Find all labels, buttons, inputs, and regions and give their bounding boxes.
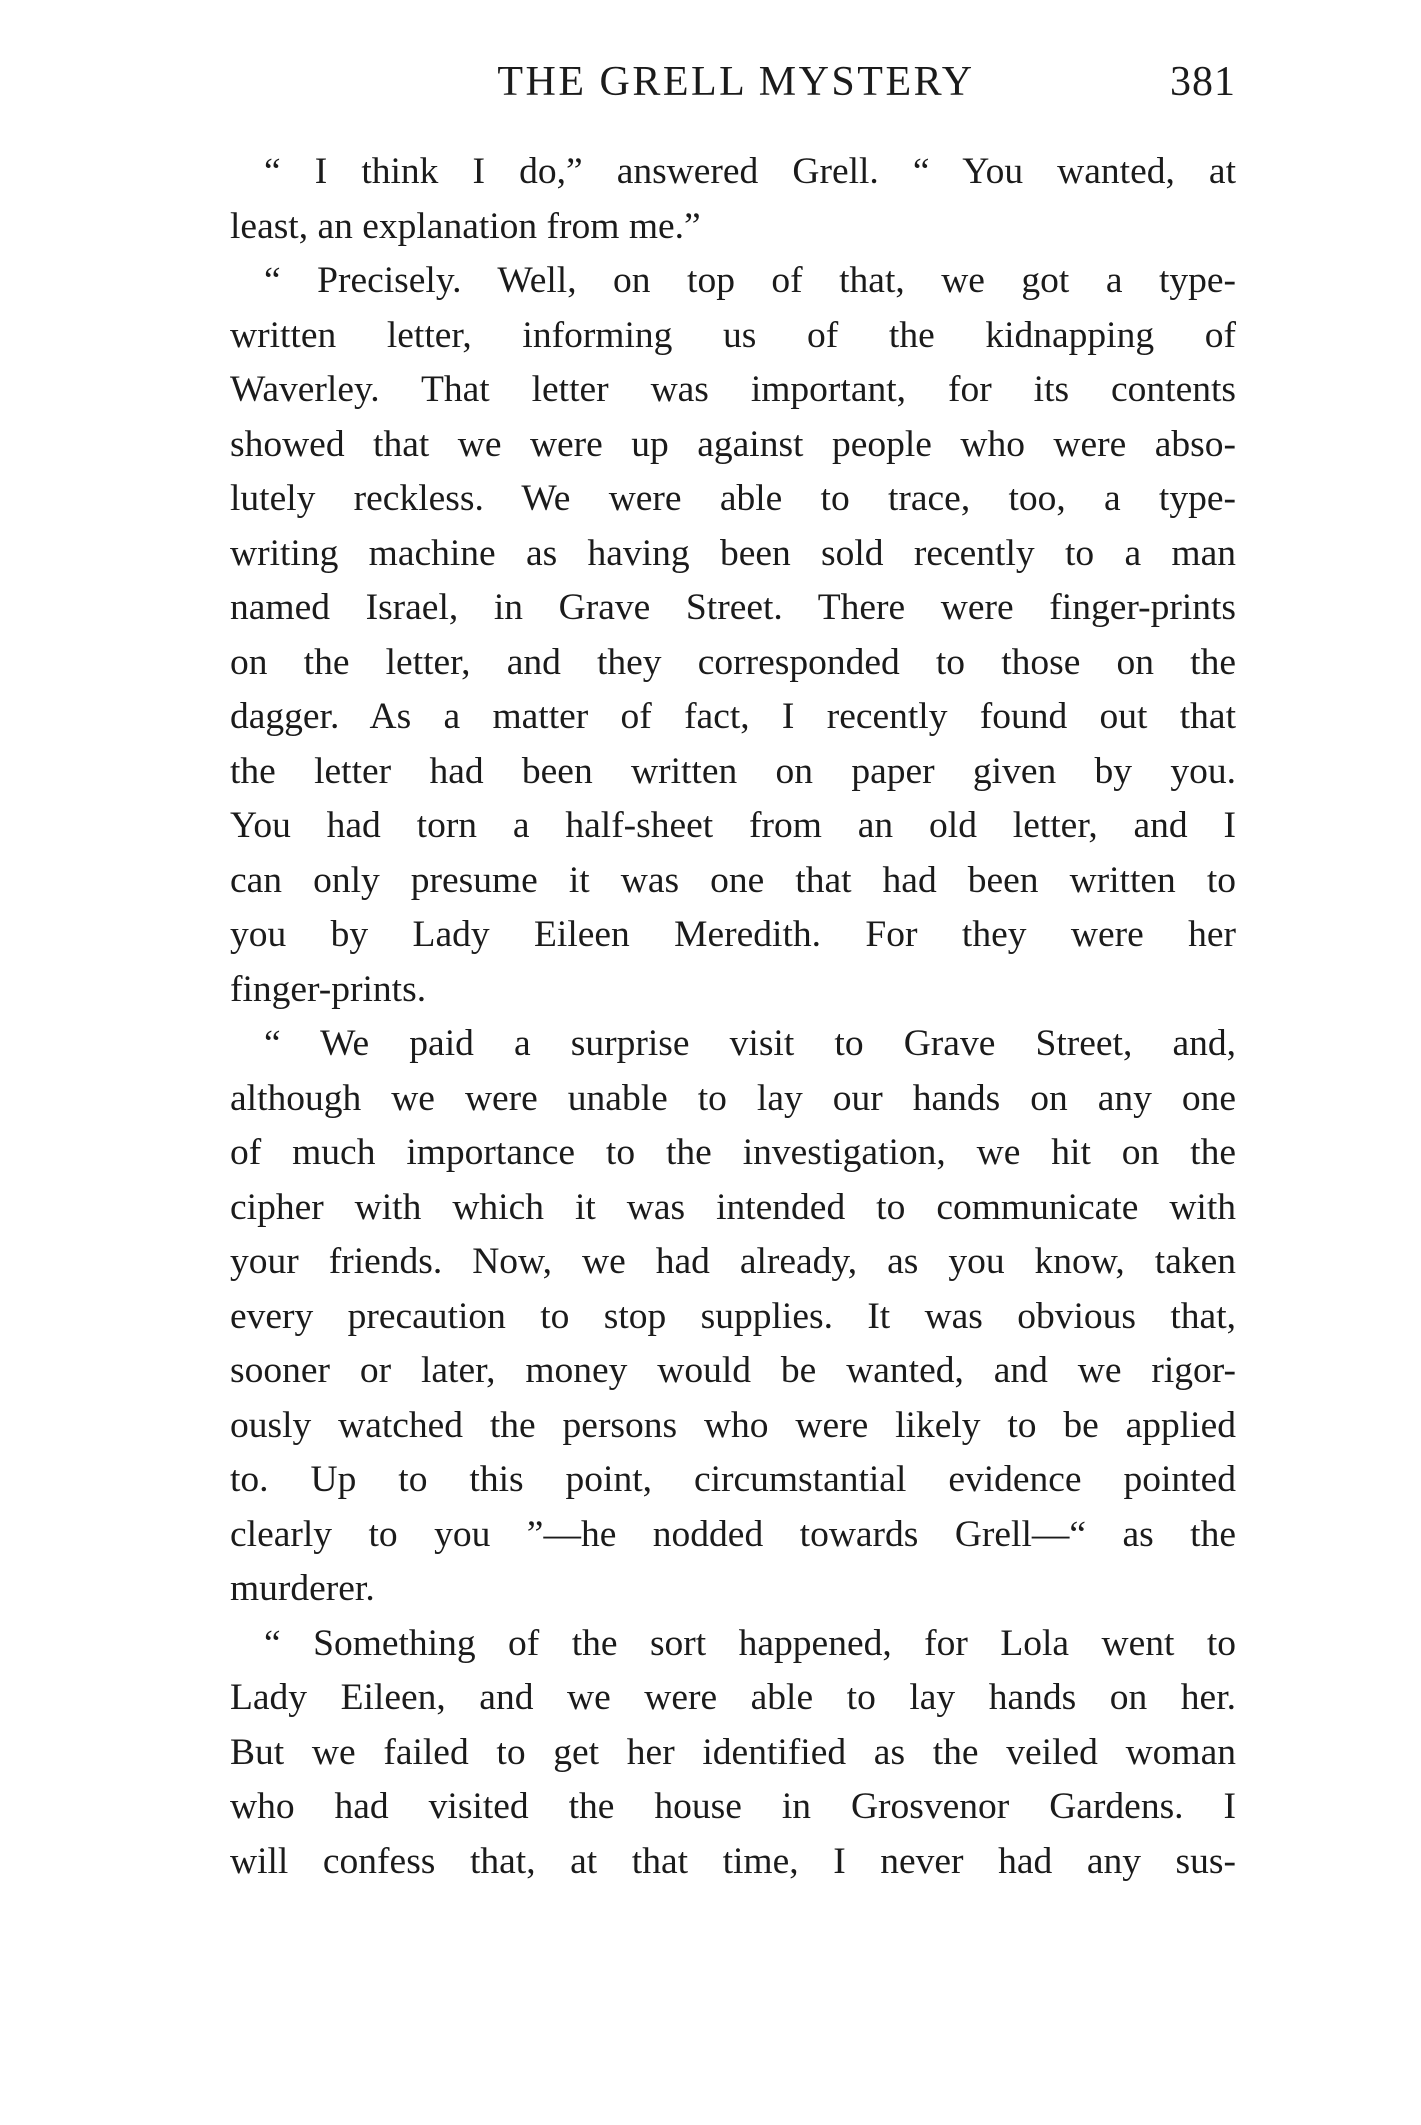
text-line: least, an explanation from me.” (230, 205, 701, 247)
text-line: every precaution to stop supplies. It was obvious that, (230, 1295, 1236, 1337)
text-line: “ Precisely. Well, on top of that, we got a type- (264, 260, 1236, 301)
text-line: written letter, informing us of the kidnapping of (230, 314, 1236, 356)
text-line: to. Up to this point, circumstantial evidence pointed (230, 1459, 1236, 1500)
text-line: writing machine as having been sold recently to a man (230, 532, 1236, 574)
text-line: who had visited the house in Grosvenor Gardens. I (230, 1786, 1236, 1827)
paragraph (196, 1017, 1236, 1617)
text-line: “ Something of the sort happened, for Lola went to (264, 1622, 1236, 1664)
text-line: “ We paid a surprise visit to Grave Street, and, (264, 1023, 1236, 1064)
paragraph (196, 254, 1236, 1017)
text-line: “ I think I do,” answered Grell. “ You wanted, at (264, 151, 1236, 192)
text-line: although we were unable to lay our hands on any one (230, 1077, 1236, 1119)
text-line: can only presume it was one that had been written to (230, 859, 1236, 901)
text-line: Lady Eileen, and we were able to lay hands on her. (230, 1677, 1236, 1718)
text-line: sooner or later, money would be wanted, and we rigor- (230, 1350, 1236, 1391)
text-line: finger-prints. (230, 968, 427, 1010)
text-line: dagger. As a matter of fact, I recently found out that (230, 696, 1236, 737)
text-line: of much importance to the investigation, we hit on the (230, 1132, 1236, 1173)
text-line: clearly to you ”—he nodded towards Grell—“ as the (230, 1513, 1236, 1555)
text-line: But we failed to get her identified as the veiled woman (230, 1731, 1236, 1773)
paragraph (196, 1617, 1236, 1890)
text-line: showed that we were up against people who were abso- (230, 423, 1236, 465)
page-number: 381 (1170, 59, 1236, 105)
text-line: Waverley. That letter was important, for its contents (230, 369, 1236, 410)
text-line: your friends. Now, we had already, as you know, taken (230, 1241, 1236, 1282)
paragraph (196, 145, 1236, 254)
text-line: the letter had been written on paper given by you. (230, 750, 1236, 792)
text-line: named Israel, in Grave Street. There were finger-prints (230, 587, 1236, 628)
text-line: on the letter, and they corresponded to those on the (230, 641, 1236, 683)
text-line: you by Lady Eileen Meredith. For they were her (230, 914, 1236, 955)
text-line: murderer. (230, 1568, 375, 1609)
running-title: THE GRELL MYSTERY (497, 59, 975, 105)
text-line: cipher with which it was intended to communicate with (230, 1186, 1236, 1228)
page-header (196, 58, 1236, 118)
text-line: ously watched the persons who were likely to be applied (230, 1404, 1236, 1446)
text-line: You had torn a half-sheet from an old letter, and I (230, 805, 1236, 846)
text-line: lutely reckless. We were able to trace, too, a type- (230, 478, 1236, 519)
body-text (196, 145, 1236, 1889)
text-line: will confess that, at that time, I never had any sus- (230, 1840, 1236, 1882)
